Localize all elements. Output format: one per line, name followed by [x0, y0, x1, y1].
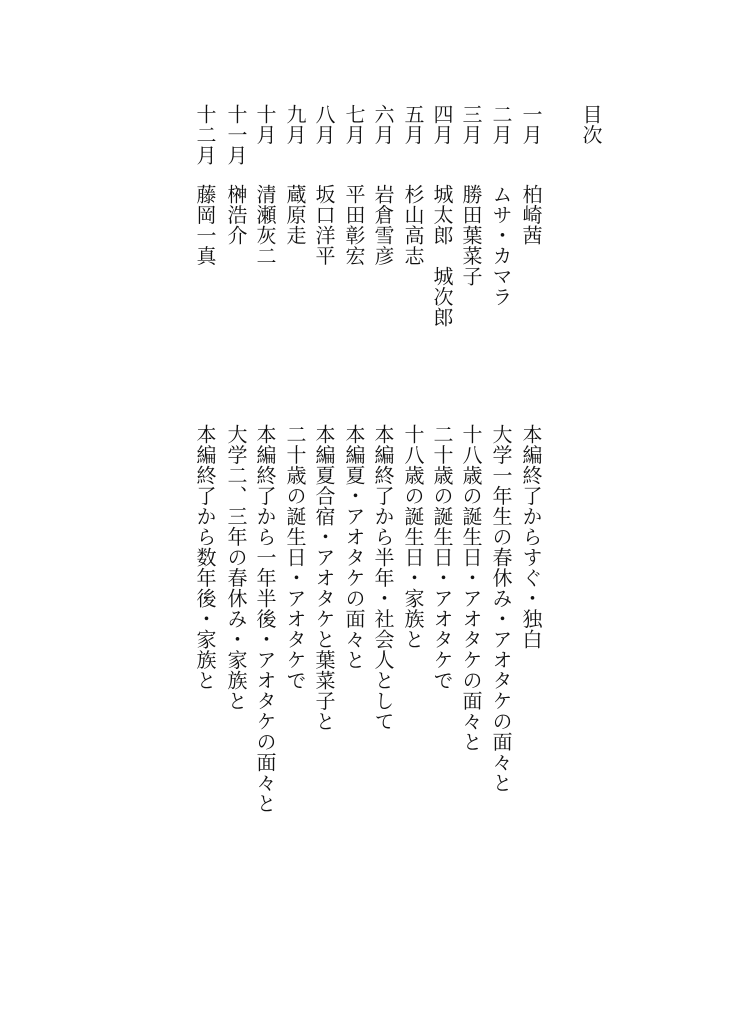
- entry-month: 八月: [312, 104, 336, 145]
- entry-character-name: 藤岡一真: [193, 184, 217, 266]
- entry-description: 本編終了から半年・社会人として: [371, 424, 395, 732]
- entry-month: 九月: [283, 104, 307, 145]
- entry-description: 十八歳の誕生日・アオタケの面々と: [459, 424, 483, 752]
- entry-description: 本編夏合宿・アオタケと葉菜子と: [312, 424, 336, 732]
- entry-month: 十二月: [193, 104, 217, 166]
- entry-description: 本編終了から数年後・家族と: [193, 424, 217, 691]
- entry-month: 二月: [489, 104, 513, 145]
- entry-character-name: 清瀬灰二: [253, 184, 277, 266]
- entry-month: 十一月: [224, 104, 248, 166]
- entry-description: 本編終了から一年半後・アオタケの面々と: [253, 424, 277, 814]
- entry-character-name: 勝田葉菜子: [459, 184, 483, 287]
- entry-description: 二十歳の誕生日・アオタケで: [283, 424, 307, 691]
- toc-title: 目次: [579, 104, 603, 145]
- entry-character-name: 蔵原走: [283, 184, 307, 246]
- entry-character-name: 杉山高志: [401, 184, 425, 266]
- entry-character-name: 榊浩介: [224, 184, 248, 246]
- entry-character-name: 平田彰宏: [342, 184, 366, 266]
- entry-month: 三月: [459, 104, 483, 145]
- entry-description: 本編夏・アオタケの面々と: [342, 424, 366, 670]
- entry-month: 四月: [430, 104, 454, 145]
- entry-month: 一月: [519, 104, 543, 145]
- entry-character-name: ムサ・カマラ: [489, 184, 513, 307]
- entry-month: 十月: [253, 104, 277, 145]
- entry-character-name: 坂口洋平: [312, 184, 336, 266]
- entry-month: 六月: [371, 104, 395, 145]
- entry-description: 本編終了からすぐ・独白: [519, 424, 543, 650]
- entry-description: 大学二、三年の春休み・家族と: [224, 424, 248, 711]
- entry-character-name: 城太郎 城次郎: [430, 184, 454, 328]
- entry-month: 五月: [401, 104, 425, 145]
- entry-character-name: 岩倉雪彦: [371, 184, 395, 266]
- entry-description: 大学一年生の春休み・アオタケの面々と: [489, 424, 513, 793]
- entry-character-name: 柏崎茜: [519, 184, 543, 246]
- entry-description: 二十歳の誕生日・アオタケで: [430, 424, 454, 691]
- entry-month: 七月: [342, 104, 366, 145]
- entry-description: 十八歳の誕生日・家族と: [401, 424, 425, 650]
